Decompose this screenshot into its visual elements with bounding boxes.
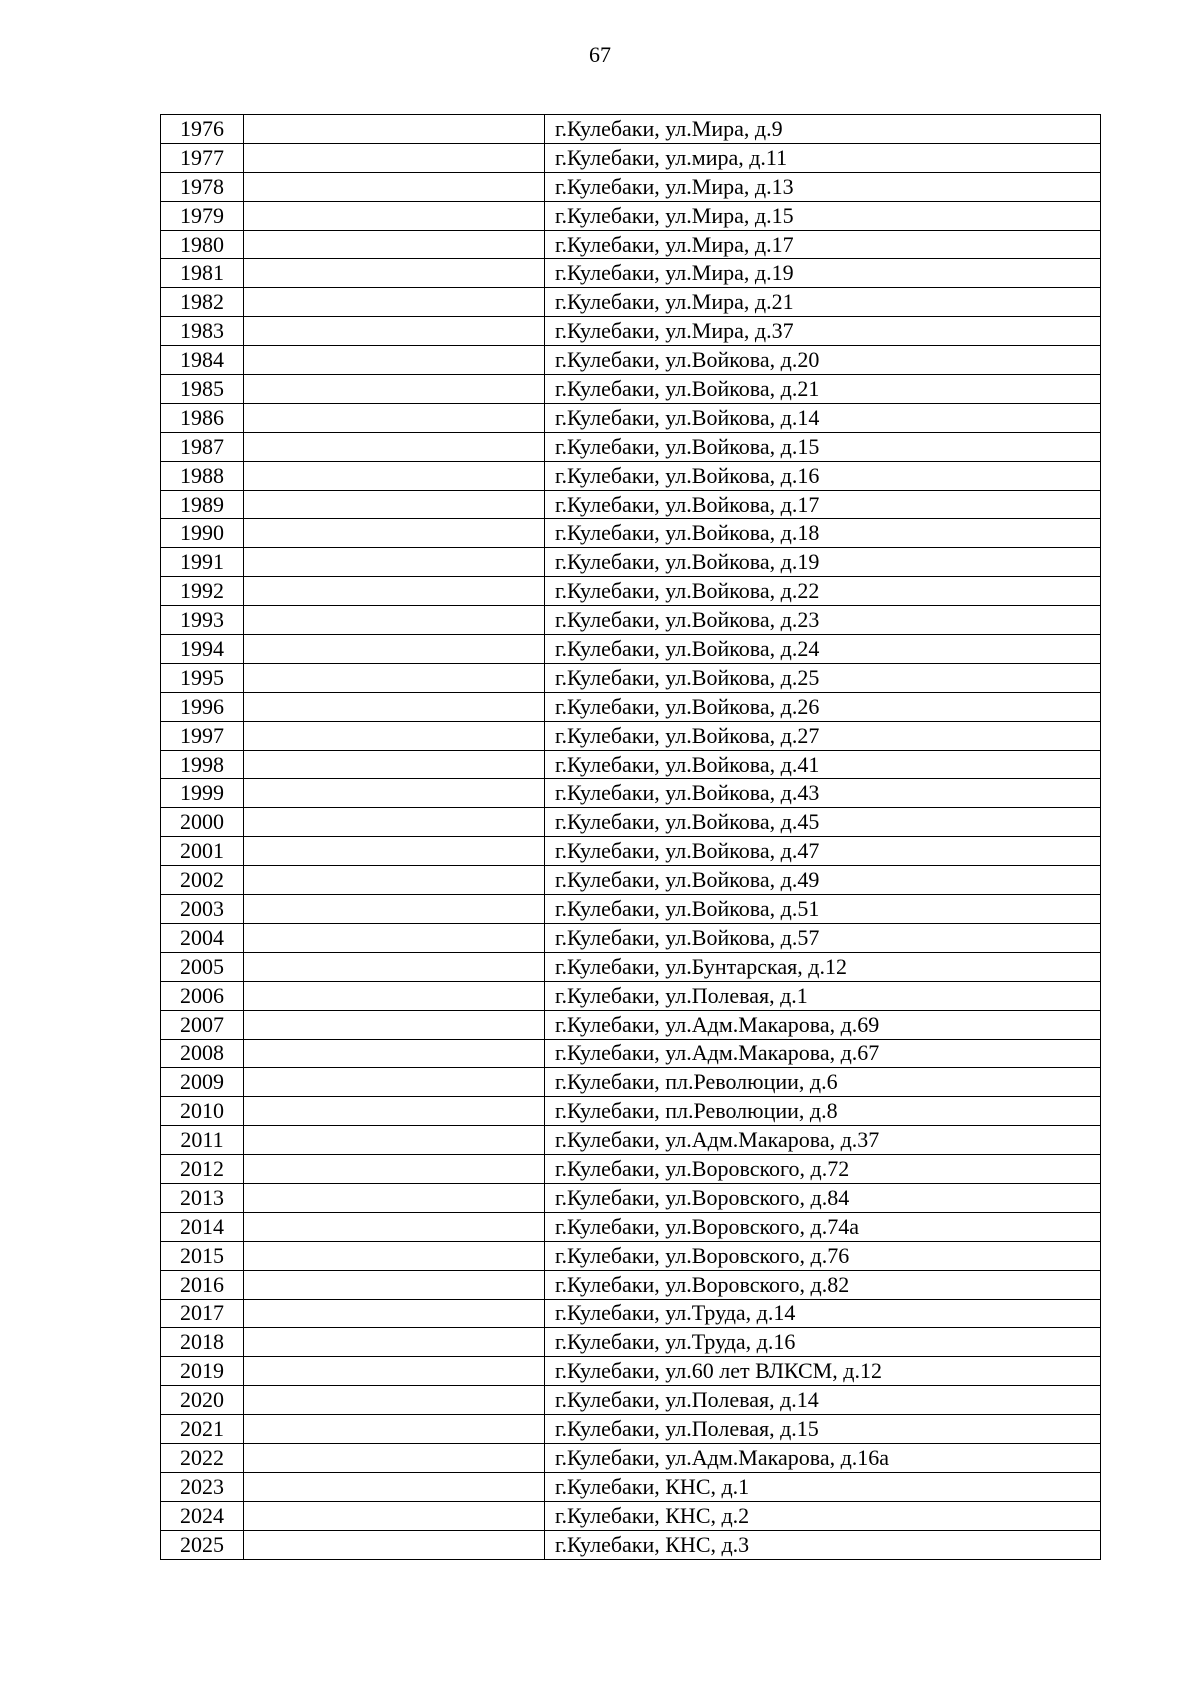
table-row (161, 1530, 1101, 1559)
empty-cell (244, 1183, 545, 1212)
row-number-cell: 2021 (161, 1415, 244, 1444)
row-number-cell: 1995 (161, 663, 244, 692)
row-number-cell: 2007 (161, 1010, 244, 1039)
row-number-cell: 1996 (161, 692, 244, 721)
row-number-cell: 2003 (161, 895, 244, 924)
row-number-cell: 2012 (161, 1155, 244, 1184)
table-row (161, 721, 1101, 750)
empty-cell (244, 317, 545, 346)
address-cell: г.Кулебаки, ул.Бунтарская, д.12 (545, 952, 1101, 981)
empty-cell (244, 606, 545, 635)
address-cell: г.Кулебаки, ул.Мира, д.13 (545, 172, 1101, 201)
address-cell: г.Кулебаки, пл.Революции, д.6 (545, 1068, 1101, 1097)
row-number-cell: 1982 (161, 288, 244, 317)
table-row (161, 346, 1101, 375)
table-row (161, 923, 1101, 952)
table-row (161, 548, 1101, 577)
address-cell: г.Кулебаки, ул.Мира, д.15 (545, 201, 1101, 230)
row-number-cell: 2008 (161, 1039, 244, 1068)
row-number-cell: 2025 (161, 1530, 244, 1559)
row-number-cell: 1985 (161, 375, 244, 404)
address-cell: г.Кулебаки, пл.Революции, д.8 (545, 1097, 1101, 1126)
table-row (161, 1357, 1101, 1386)
address-cell: г.Кулебаки, ул.Адм.Макарова, д.16а (545, 1443, 1101, 1472)
row-number-cell: 2015 (161, 1241, 244, 1270)
row-number-cell: 2020 (161, 1386, 244, 1415)
table-row (161, 1386, 1101, 1415)
empty-cell (244, 432, 545, 461)
row-number-cell: 2009 (161, 1068, 244, 1097)
row-number-cell: 1980 (161, 230, 244, 259)
address-cell: г.Кулебаки, ул.Войкова, д.16 (545, 461, 1101, 490)
empty-cell (244, 1241, 545, 1270)
table-row (161, 577, 1101, 606)
empty-cell (244, 1386, 545, 1415)
address-cell: г.Кулебаки, ул.Воровского, д.76 (545, 1241, 1101, 1270)
empty-cell (244, 288, 545, 317)
address-cell: г.Кулебаки, ул.Войкова, д.51 (545, 895, 1101, 924)
empty-cell (244, 1126, 545, 1155)
row-number-cell: 2023 (161, 1472, 244, 1501)
row-number-cell: 1991 (161, 548, 244, 577)
table-row (161, 808, 1101, 837)
address-table-body (161, 115, 1101, 1560)
address-cell: г.Кулебаки, ул.Воровского, д.74а (545, 1212, 1101, 1241)
address-cell: г.Кулебаки, ул.Войкова, д.21 (545, 375, 1101, 404)
empty-cell (244, 635, 545, 664)
table-row (161, 143, 1101, 172)
table-row (161, 172, 1101, 201)
row-number-cell: 1994 (161, 635, 244, 664)
empty-cell (244, 490, 545, 519)
row-number-cell: 2005 (161, 952, 244, 981)
empty-cell (244, 1068, 545, 1097)
table-row (161, 115, 1101, 144)
table-row (161, 1472, 1101, 1501)
table-row (161, 259, 1101, 288)
row-number-cell: 1997 (161, 721, 244, 750)
empty-cell (244, 1443, 545, 1472)
empty-cell (244, 201, 545, 230)
table-row (161, 230, 1101, 259)
empty-cell (244, 259, 545, 288)
address-cell: г.Кулебаки, КНС, д.1 (545, 1472, 1101, 1501)
empty-cell (244, 1270, 545, 1299)
empty-cell (244, 779, 545, 808)
row-number-cell: 2004 (161, 923, 244, 952)
table-row (161, 1443, 1101, 1472)
address-cell: г.Кулебаки, ул.Полевая, д.15 (545, 1415, 1101, 1444)
table-row (161, 1270, 1101, 1299)
address-cell: г.Кулебаки, ул.Войкова, д.49 (545, 866, 1101, 895)
empty-cell (244, 172, 545, 201)
empty-cell (244, 143, 545, 172)
address-cell: г.Кулебаки, ул.Войкова, д.20 (545, 346, 1101, 375)
row-number-cell: 1993 (161, 606, 244, 635)
table-row (161, 837, 1101, 866)
table-row (161, 779, 1101, 808)
row-number-cell: 1998 (161, 750, 244, 779)
table-row (161, 1039, 1101, 1068)
row-number-cell: 1989 (161, 490, 244, 519)
row-number-cell: 2011 (161, 1126, 244, 1155)
empty-cell (244, 1010, 545, 1039)
empty-cell (244, 1472, 545, 1501)
row-number-cell: 1987 (161, 432, 244, 461)
address-cell: г.Кулебаки, ул.Воровского, д.72 (545, 1155, 1101, 1184)
address-cell: г.Кулебаки, ул.Войкова, д.14 (545, 403, 1101, 432)
table-row (161, 519, 1101, 548)
empty-cell (244, 461, 545, 490)
empty-cell (244, 1212, 545, 1241)
address-cell: г.Кулебаки, ул.Воровского, д.82 (545, 1270, 1101, 1299)
empty-cell (244, 548, 545, 577)
table-row (161, 635, 1101, 664)
table-row (161, 1415, 1101, 1444)
address-cell: г.Кулебаки, ул.Войкова, д.57 (545, 923, 1101, 952)
empty-cell (244, 115, 545, 144)
address-cell: г.Кулебаки, ул.Войкова, д.17 (545, 490, 1101, 519)
address-cell: г.Кулебаки, ул.Войкова, д.27 (545, 721, 1101, 750)
table-row (161, 866, 1101, 895)
row-number-cell: 2018 (161, 1328, 244, 1357)
address-cell: г.Кулебаки, ул.60 лет ВЛКСМ, д.12 (545, 1357, 1101, 1386)
table-row (161, 1126, 1101, 1155)
empty-cell (244, 519, 545, 548)
address-cell: г.Кулебаки, ул.Воровского, д.84 (545, 1183, 1101, 1212)
address-cell: г.Кулебаки, ул.мира, д.11 (545, 143, 1101, 172)
table-row (161, 1097, 1101, 1126)
row-number-cell: 2017 (161, 1299, 244, 1328)
address-cell: г.Кулебаки, ул.Войкова, д.47 (545, 837, 1101, 866)
row-number-cell: 2022 (161, 1443, 244, 1472)
row-number-cell: 2010 (161, 1097, 244, 1126)
row-number-cell: 1992 (161, 577, 244, 606)
table-row (161, 606, 1101, 635)
table-row (161, 981, 1101, 1010)
empty-cell (244, 750, 545, 779)
empty-cell (244, 230, 545, 259)
empty-cell (244, 866, 545, 895)
row-number-cell: 2000 (161, 808, 244, 837)
address-cell: г.Кулебаки, ул.Адм.Макарова, д.37 (545, 1126, 1101, 1155)
row-number-cell: 1984 (161, 346, 244, 375)
table-row (161, 895, 1101, 924)
table-row (161, 1299, 1101, 1328)
address-cell: г.Кулебаки, ул.Адм.Макарова, д.69 (545, 1010, 1101, 1039)
row-number-cell: 1976 (161, 115, 244, 144)
address-table (160, 114, 1101, 1560)
address-cell: г.Кулебаки, ул.Войкова, д.15 (545, 432, 1101, 461)
address-cell: г.Кулебаки, ул.Полевая, д.1 (545, 981, 1101, 1010)
address-cell: г.Кулебаки, ул.Войкова, д.25 (545, 663, 1101, 692)
address-cell: г.Кулебаки, ул.Войкова, д.24 (545, 635, 1101, 664)
empty-cell (244, 1501, 545, 1530)
row-number-cell: 1977 (161, 143, 244, 172)
empty-cell (244, 981, 545, 1010)
address-cell: г.Кулебаки, КНС, д.3 (545, 1530, 1101, 1559)
table-row (161, 432, 1101, 461)
row-number-cell: 2001 (161, 837, 244, 866)
address-cell: г.Кулебаки, ул.Войкова, д.43 (545, 779, 1101, 808)
address-cell: г.Кулебаки, ул.Адм.Макарова, д.67 (545, 1039, 1101, 1068)
row-number-cell: 1990 (161, 519, 244, 548)
row-number-cell: 1979 (161, 201, 244, 230)
address-cell: г.Кулебаки, ул.Войкова, д.19 (545, 548, 1101, 577)
address-cell: г.Кулебаки, ул.Мира, д.37 (545, 317, 1101, 346)
empty-cell (244, 952, 545, 981)
empty-cell (244, 692, 545, 721)
empty-cell (244, 1097, 545, 1126)
empty-cell (244, 1299, 545, 1328)
table-row (161, 288, 1101, 317)
address-cell: г.Кулебаки, ул.Мира, д.17 (545, 230, 1101, 259)
row-number-cell: 2019 (161, 1357, 244, 1386)
table-row (161, 952, 1101, 981)
row-number-cell: 2002 (161, 866, 244, 895)
address-cell: г.Кулебаки, ул.Войкова, д.22 (545, 577, 1101, 606)
empty-cell (244, 923, 545, 952)
address-cell: г.Кулебаки, КНС, д.2 (545, 1501, 1101, 1530)
table-row (161, 490, 1101, 519)
table-row (161, 403, 1101, 432)
empty-cell (244, 577, 545, 606)
row-number-cell: 1981 (161, 259, 244, 288)
row-number-cell: 1999 (161, 779, 244, 808)
table-row (161, 692, 1101, 721)
table-row (161, 750, 1101, 779)
empty-cell (244, 375, 545, 404)
address-cell: г.Кулебаки, ул.Полевая, д.14 (545, 1386, 1101, 1415)
empty-cell (244, 895, 545, 924)
table-row (161, 663, 1101, 692)
row-number-cell: 1978 (161, 172, 244, 201)
table-row (161, 1328, 1101, 1357)
table-row (161, 1183, 1101, 1212)
table-row (161, 1010, 1101, 1039)
row-number-cell: 1988 (161, 461, 244, 490)
address-cell: г.Кулебаки, ул.Войкова, д.45 (545, 808, 1101, 837)
row-number-cell: 2024 (161, 1501, 244, 1530)
address-cell: г.Кулебаки, ул.Войкова, д.41 (545, 750, 1101, 779)
address-cell: г.Кулебаки, ул.Мира, д.19 (545, 259, 1101, 288)
empty-cell (244, 1530, 545, 1559)
row-number-cell: 1986 (161, 403, 244, 432)
empty-cell (244, 837, 545, 866)
row-number-cell: 2013 (161, 1183, 244, 1212)
empty-cell (244, 1155, 545, 1184)
empty-cell (244, 1415, 545, 1444)
table-row (161, 1155, 1101, 1184)
table-row (161, 1068, 1101, 1097)
table-row (161, 317, 1101, 346)
row-number-cell: 1983 (161, 317, 244, 346)
table-row (161, 1212, 1101, 1241)
empty-cell (244, 1357, 545, 1386)
address-cell: г.Кулебаки, ул.Войкова, д.18 (545, 519, 1101, 548)
address-cell: г.Кулебаки, ул.Войкова, д.26 (545, 692, 1101, 721)
row-number-cell: 2014 (161, 1212, 244, 1241)
empty-cell (244, 1328, 545, 1357)
address-cell: г.Кулебаки, ул.Мира, д.9 (545, 115, 1101, 144)
table-row (161, 375, 1101, 404)
empty-cell (244, 1039, 545, 1068)
empty-cell (244, 346, 545, 375)
table-row (161, 201, 1101, 230)
empty-cell (244, 663, 545, 692)
address-cell: г.Кулебаки, ул.Труда, д.16 (545, 1328, 1101, 1357)
empty-cell (244, 808, 545, 837)
table-row (161, 1501, 1101, 1530)
row-number-cell: 2016 (161, 1270, 244, 1299)
address-cell: г.Кулебаки, ул.Труда, д.14 (545, 1299, 1101, 1328)
page-number: 67 (589, 42, 611, 67)
empty-cell (244, 721, 545, 750)
table-row (161, 461, 1101, 490)
row-number-cell: 2006 (161, 981, 244, 1010)
empty-cell (244, 403, 545, 432)
address-cell: г.Кулебаки, ул.Мира, д.21 (545, 288, 1101, 317)
table-row (161, 1241, 1101, 1270)
address-cell: г.Кулебаки, ул.Войкова, д.23 (545, 606, 1101, 635)
